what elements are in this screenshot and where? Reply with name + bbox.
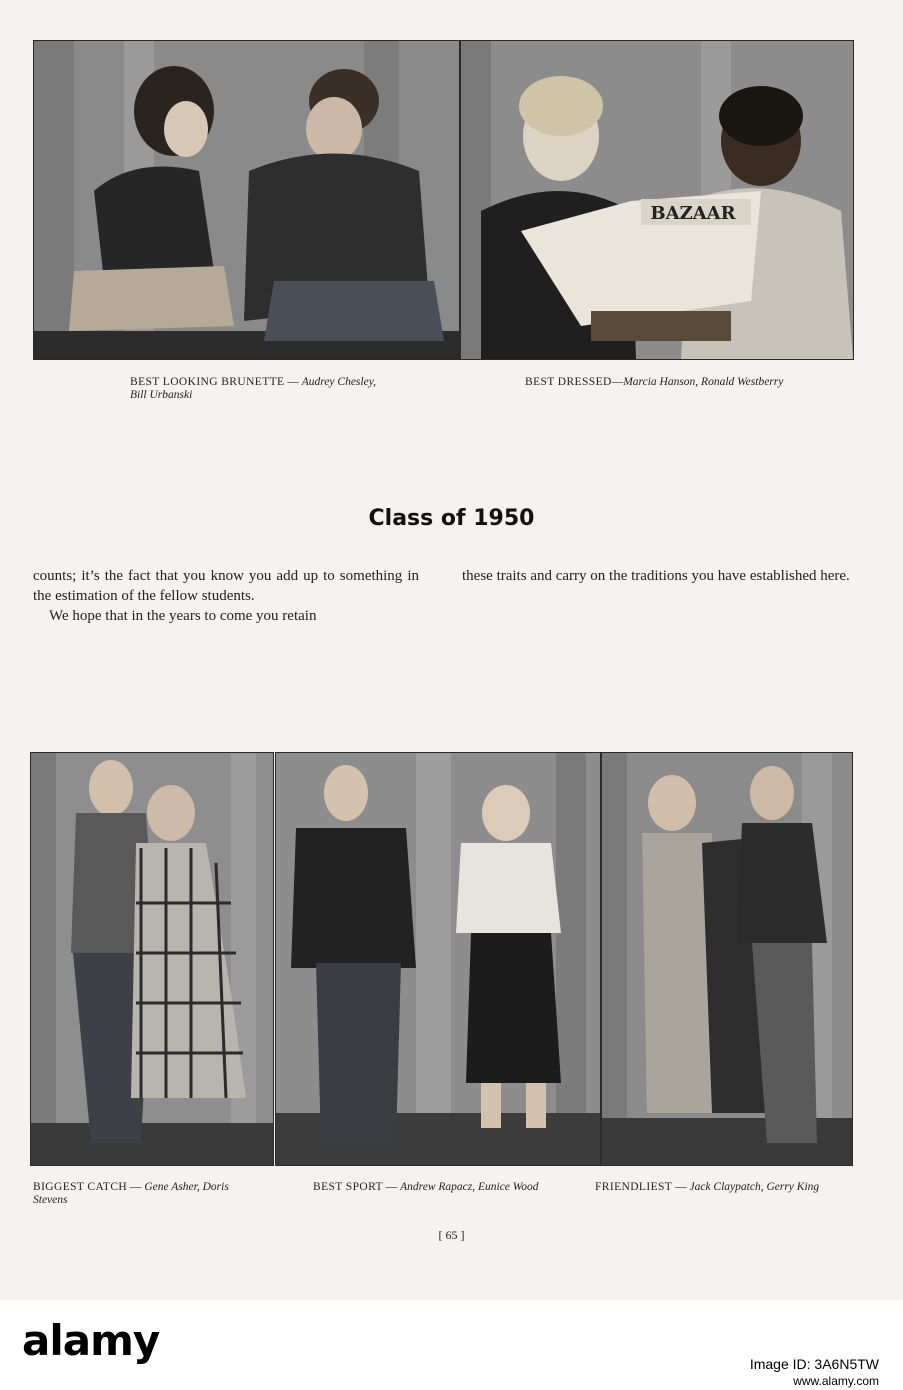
caption-best-looking-brunette: BEST LOOKING BRUNETTE — Audrey Chesley, Bill Urbanski bbox=[130, 376, 377, 401]
caption-names: Audrey Chesley, Bill Urbanski bbox=[130, 376, 377, 401]
site-url[interactable]: www.alamy.com bbox=[793, 1374, 879, 1388]
photo-best-sport bbox=[275, 752, 601, 1166]
image-id-text: Image ID: 3A6N5TW bbox=[749, 1356, 879, 1372]
caption-label: BEST SPORT bbox=[313, 1181, 383, 1193]
body-text-right bbox=[462, 566, 852, 586]
page-title: Class of 1950 bbox=[368, 506, 535, 531]
caption-friendliest: FRIENDLIEST — Jack Claypatch, Gerry King bbox=[595, 1181, 820, 1193]
caption-label: BEST DRESSED bbox=[525, 376, 612, 388]
caption-best-dressed: BEST DRESSED—Marcia Hanson, Ronald Westberry bbox=[525, 376, 784, 388]
caption-label: BIGGEST CATCH bbox=[33, 1181, 128, 1193]
caption-names: Jack Claypatch, Gerry King bbox=[689, 1181, 820, 1193]
body-text-right-line: these traits and carry on the traditions you have established here. bbox=[462, 568, 850, 584]
photo-best-looking-brunette bbox=[33, 40, 460, 360]
caption-label: FRIENDLIEST bbox=[595, 1181, 673, 1193]
photo-biggest-catch bbox=[30, 752, 274, 1166]
image-id bbox=[750, 1356, 879, 1372]
magazine-title: BAZAAR bbox=[650, 203, 736, 224]
caption-names: Gene Asher, Doris Stevens bbox=[33, 1181, 229, 1206]
photo-friendliest bbox=[601, 752, 853, 1166]
page-number: [ 65 ] bbox=[438, 1228, 465, 1242]
caption-names: Andrew Rapacz, Eunice Wood bbox=[400, 1181, 539, 1193]
body-text-left bbox=[33, 566, 419, 626]
body-text-left-line1: counts; it’s the fact that you know you add up to something in the estimation of the fellow students. bbox=[33, 568, 419, 604]
caption-names: Marcia Hanson, Ronald Westberry bbox=[623, 376, 784, 388]
brand-logo: alamy bbox=[22, 1316, 160, 1365]
body-text-left-line2: We hope that in the years to come you retain bbox=[49, 608, 317, 624]
caption-best-sport: BEST SPORT — Andrew Rapacz, Eunice Wood bbox=[313, 1181, 539, 1193]
caption-biggest-catch: BIGGEST CATCH — Gene Asher, Doris Stevens bbox=[33, 1181, 229, 1206]
caption-label: BEST LOOKING BRUNETTE bbox=[130, 376, 285, 388]
photo-best-dressed bbox=[460, 40, 854, 360]
